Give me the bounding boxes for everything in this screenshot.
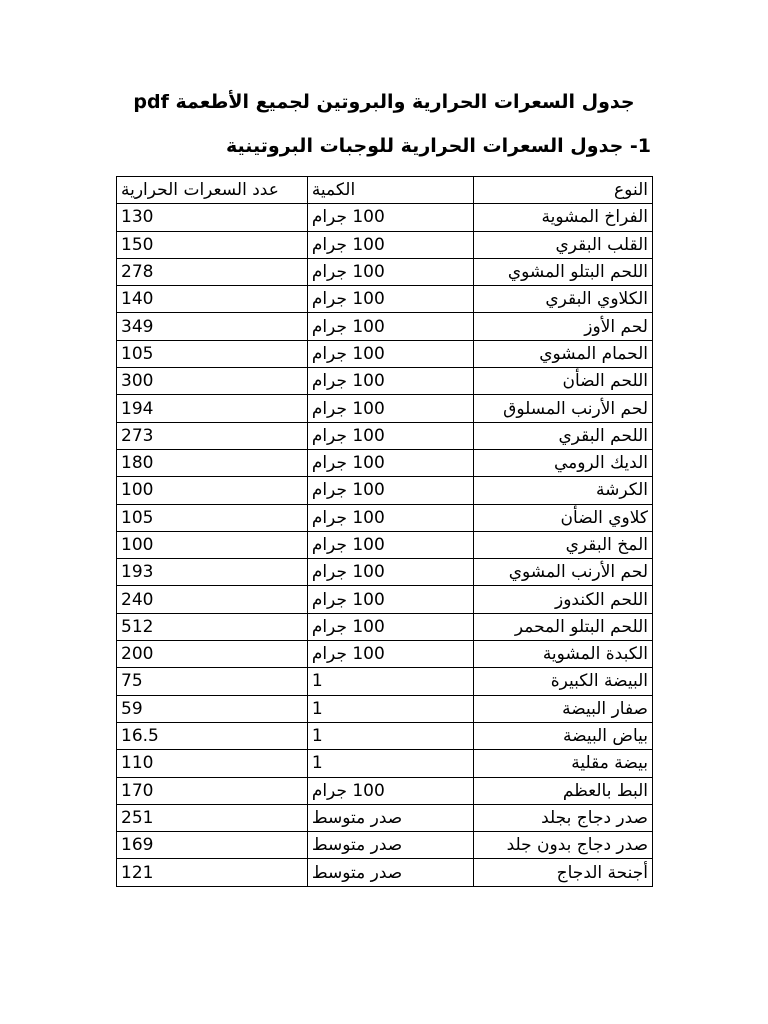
row-calories-cell: 193	[117, 559, 308, 586]
row-calories-cell: 110	[117, 750, 308, 777]
row-quantity-cell: 100 جرام	[307, 340, 473, 367]
document-title: جدول السعرات الحرارية والبروتين لجميع الأطعمة pdf	[133, 91, 635, 113]
table-row	[117, 859, 653, 886]
row-quantity-cell: 100 جرام	[307, 286, 473, 313]
table-row	[117, 722, 653, 749]
table-row	[117, 313, 653, 340]
row-type-cell: البط بالعظم	[474, 777, 653, 804]
row-calories-cell: 105	[117, 504, 308, 531]
row-quantity-cell: صدر متوسط	[307, 832, 473, 859]
row-calories-cell: 75	[117, 668, 308, 695]
row-calories-cell: 512	[117, 613, 308, 640]
row-calories-cell: 100	[117, 531, 308, 558]
table-row	[117, 804, 653, 831]
row-calories-cell: 240	[117, 586, 308, 613]
row-type-cell: البيضة الكبيرة	[474, 668, 653, 695]
row-calories-cell: 200	[117, 641, 308, 668]
table-row	[117, 422, 653, 449]
row-calories-cell: 180	[117, 449, 308, 476]
row-calories-cell: 251	[117, 804, 308, 831]
header-quantity: الكمية	[307, 177, 473, 204]
table-row	[117, 395, 653, 422]
row-calories-cell: 130	[117, 204, 308, 231]
row-type-cell: صدر دجاج بجلد	[474, 804, 653, 831]
row-type-cell: الكلاوي البقري	[474, 286, 653, 313]
table-row	[117, 340, 653, 367]
row-quantity-cell: 100 جرام	[307, 204, 473, 231]
table-row	[117, 832, 653, 859]
table-row	[117, 504, 653, 531]
row-type-cell: الكبدة المشوية	[474, 641, 653, 668]
row-calories-cell: 170	[117, 777, 308, 804]
row-quantity-cell: 100 جرام	[307, 231, 473, 258]
row-type-cell: القلب البقري	[474, 231, 653, 258]
row-quantity-cell: 1	[307, 668, 473, 695]
row-type-cell: كلاوي الضأن	[474, 504, 653, 531]
table-row	[117, 449, 653, 476]
row-type-cell: لحم الأرنب المسلوق	[474, 395, 653, 422]
table-row	[117, 695, 653, 722]
table-row	[117, 777, 653, 804]
row-type-cell: اللحم الكندوز	[474, 586, 653, 613]
row-quantity-cell: صدر متوسط	[307, 804, 473, 831]
row-type-cell: بيضة مقلية	[474, 750, 653, 777]
row-calories-cell: 100	[117, 477, 308, 504]
table-row	[117, 750, 653, 777]
row-calories-cell: 140	[117, 286, 308, 313]
row-type-cell: بياض البيضة	[474, 722, 653, 749]
header-calories: عدد السعرات الحرارية	[117, 177, 308, 204]
table-row	[117, 613, 653, 640]
row-type-cell: اللحم الضأن	[474, 368, 653, 395]
table-row	[117, 531, 653, 558]
row-quantity-cell: 100 جرام	[307, 422, 473, 449]
row-type-cell: لحم الأوز	[474, 313, 653, 340]
table-row	[117, 668, 653, 695]
row-calories-cell: 59	[117, 695, 308, 722]
row-quantity-cell: 100 جرام	[307, 586, 473, 613]
row-quantity-cell: 1	[307, 722, 473, 749]
table-row	[117, 286, 653, 313]
row-quantity-cell: 100 جرام	[307, 449, 473, 476]
table-row	[117, 204, 653, 231]
row-quantity-cell: 100 جرام	[307, 368, 473, 395]
row-type-cell: صدر دجاج بدون جلد	[474, 832, 653, 859]
calories-table	[116, 176, 653, 887]
row-type-cell: صفار البيضة	[474, 695, 653, 722]
row-calories-cell: 278	[117, 258, 308, 285]
table-row	[117, 586, 653, 613]
row-calories-cell: 273	[117, 422, 308, 449]
row-type-cell: اللحم البقري	[474, 422, 653, 449]
row-quantity-cell: 100 جرام	[307, 777, 473, 804]
row-calories-cell: 169	[117, 832, 308, 859]
row-type-cell: الحمام المشوي	[474, 340, 653, 367]
row-type-cell: الكرشة	[474, 477, 653, 504]
row-quantity-cell: 100 جرام	[307, 559, 473, 586]
row-quantity-cell: 100 جرام	[307, 477, 473, 504]
row-calories-cell: 300	[117, 368, 308, 395]
row-quantity-cell: 100 جرام	[307, 641, 473, 668]
table-row	[117, 231, 653, 258]
row-calories-cell: 16.5	[117, 722, 308, 749]
table-header-row	[117, 177, 653, 204]
table-row	[117, 641, 653, 668]
row-calories-cell: 121	[117, 859, 308, 886]
row-type-cell: المخ البقري	[474, 531, 653, 558]
row-calories-cell: 194	[117, 395, 308, 422]
row-calories-cell: 349	[117, 313, 308, 340]
row-quantity-cell: 100 جرام	[307, 395, 473, 422]
row-type-cell: الديك الرومي	[474, 449, 653, 476]
row-type-cell: اللحم البتلو المشوي	[474, 258, 653, 285]
table-row	[117, 368, 653, 395]
header-type: النوع	[474, 177, 653, 204]
row-quantity-cell: 1	[307, 750, 473, 777]
row-quantity-cell: 100 جرام	[307, 613, 473, 640]
row-quantity-cell: 100 جرام	[307, 504, 473, 531]
row-type-cell: أجنحة الدجاج	[474, 859, 653, 886]
table-row	[117, 258, 653, 285]
row-quantity-cell: 100 جرام	[307, 531, 473, 558]
row-type-cell: الفراخ المشوية	[474, 204, 653, 231]
row-calories-cell: 150	[117, 231, 308, 258]
row-type-cell: لحم الأرنب المشوي	[474, 559, 653, 586]
row-quantity-cell: 100 جرام	[307, 258, 473, 285]
row-quantity-cell: صدر متوسط	[307, 859, 473, 886]
row-quantity-cell: 100 جرام	[307, 313, 473, 340]
table-row	[117, 559, 653, 586]
table-row	[117, 477, 653, 504]
row-type-cell: اللحم البتلو المحمر	[474, 613, 653, 640]
section-title: 1- جدول السعرات الحرارية للوجبات البروتينية	[226, 135, 651, 157]
row-calories-cell: 105	[117, 340, 308, 367]
row-quantity-cell: 1	[307, 695, 473, 722]
